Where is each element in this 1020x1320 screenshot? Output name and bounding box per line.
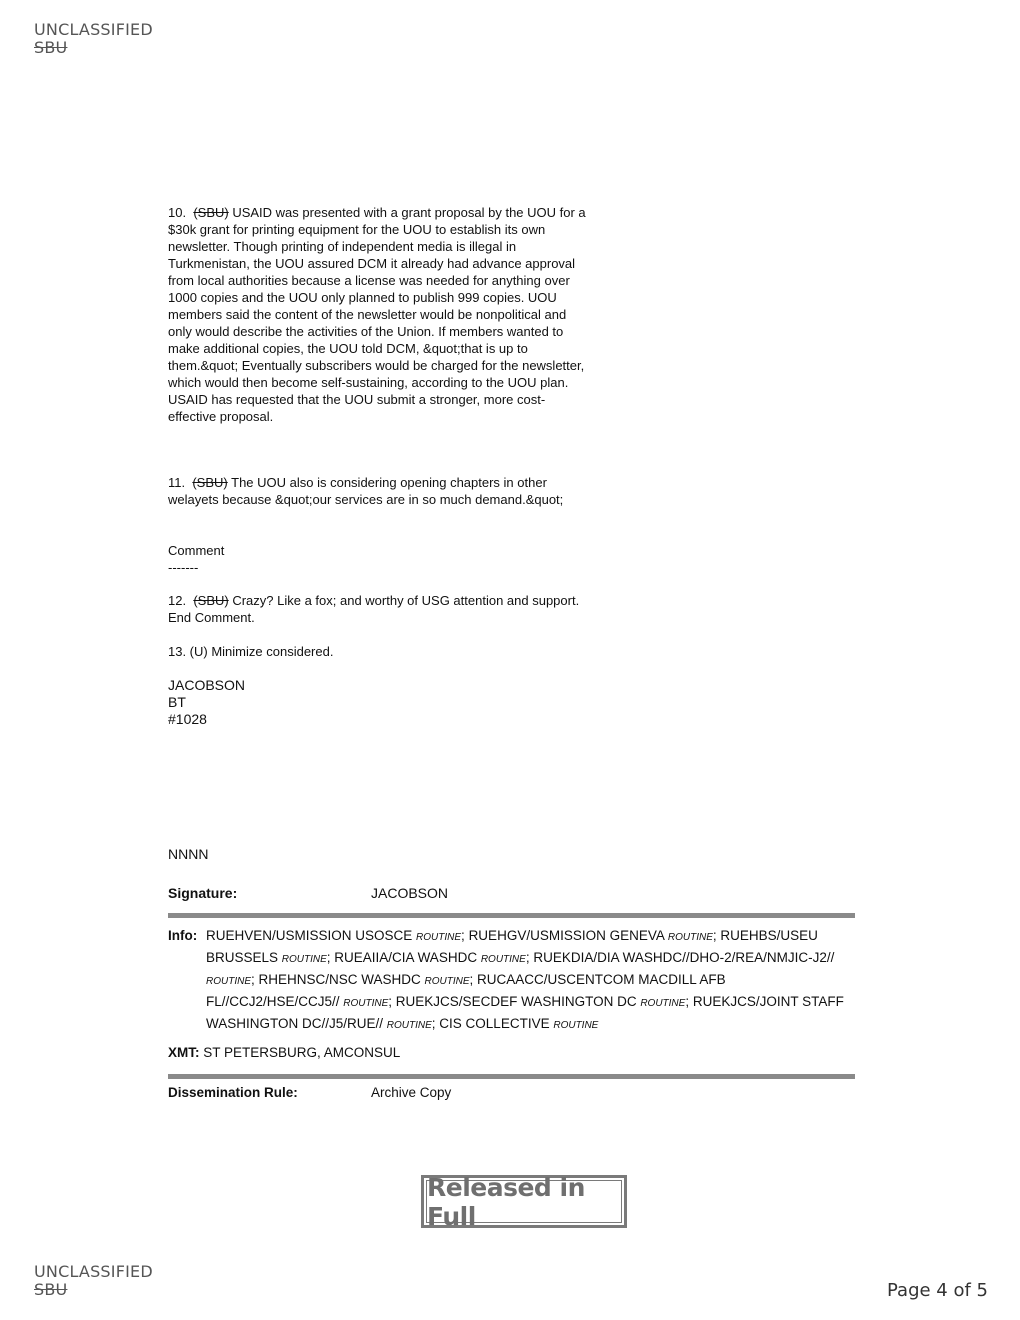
info-addressee: CIS COLLECTIVE xyxy=(439,1016,554,1031)
info-addressee: RUEKJCS/JOINT STAFF WASHINGTON DC//J5/RUE// xyxy=(206,994,844,1031)
dissemination-value: Archive Copy xyxy=(371,1085,452,1100)
precedence-label: ROUTINE xyxy=(667,932,713,943)
footer-classification-mark xyxy=(34,1263,153,1299)
info-addressee: RUEHGV/USMISSION GENEVA xyxy=(468,928,668,943)
comment-underline: ------- xyxy=(168,560,199,575)
info-block xyxy=(168,926,858,1036)
paragraph-text: Crazy? Like a fox; and worthy of USG attention and support. End Comment. xyxy=(168,593,580,625)
precedence-label: ROUTINE xyxy=(386,1020,432,1031)
info-addressee: RUEKJCS/SECDEF WASHINGTON DC xyxy=(395,994,641,1009)
xmt-row xyxy=(168,1045,400,1060)
info-addressee: RUEHVEN/USMISSION USOSCE xyxy=(206,928,417,943)
paragraph-10 xyxy=(168,204,588,425)
divider xyxy=(168,913,855,918)
header-classification: UNCLASSIFIED xyxy=(34,20,153,39)
comment-heading xyxy=(168,542,588,576)
signature-label: Signature: xyxy=(168,885,238,901)
strike-mark: (SBU) xyxy=(192,475,228,490)
info-addressee: RUCAACC/USCENTCOM MACDILL AFB FL//CCJ2/HSE/CCJ5// xyxy=(206,972,726,1009)
header-classification-mark xyxy=(34,21,153,57)
strike-mark: (SBU) xyxy=(193,593,229,608)
end-marker: NNNN xyxy=(168,846,209,862)
paragraph-number: 12. xyxy=(168,593,187,608)
divider xyxy=(168,1074,855,1079)
precedence-label: ROUTINE xyxy=(416,932,462,943)
precedence-label: ROUTINE xyxy=(343,998,389,1009)
info-addressee: RUEHBS/USEU BRUSSELS xyxy=(206,928,818,965)
paragraph-number: 11. xyxy=(168,475,186,490)
info-addressees: RUEHVEN/USMISSION USOSCE ROUTINE; RUEHGV/USMISSION GENEVA ROUTINE; RUEHBS/USEU BRUSSELS ROUTINE; RUEAIIA/CIA WASHDC ROUTINE; RUEKDIA/DIA WASHDC//DHO-2/REA/NMJIC-J2// ROUTINE; RHEHNSC/NSC WASHDC ROUTINE; RUCAACC/USCENTCOM MACDILL AFB FL//CCJ2/HSE/CCJ5// ROUTINE; RUEKJCS/SECDEF WASHINGTON DC ROUTINE; RUEKJCS/JOINT STAFF WASHINGTON DC//J5/RUE// ROUTINE; CIS COLLECTIVE ROUTINE xyxy=(206,928,844,1031)
paragraph-11 xyxy=(168,474,588,508)
info-addressee: RUEAIIA/CIA WASHDC xyxy=(334,950,481,965)
comment-title: Comment xyxy=(168,543,225,558)
dissemination-label: Dissemination Rule: xyxy=(168,1085,298,1100)
footer-classification: UNCLASSIFIED xyxy=(34,1262,153,1281)
paragraph-12 xyxy=(168,592,588,626)
signoff-bt: BT xyxy=(168,694,186,710)
page-number: Page 4 of 5 xyxy=(887,1280,988,1301)
xmt-label: XMT: xyxy=(168,1045,200,1060)
signoff-name: JACOBSON xyxy=(168,677,246,693)
strike-mark: (SBU) xyxy=(193,205,229,220)
signature-value: JACOBSON xyxy=(371,885,449,901)
precedence-label: ROUTINE xyxy=(480,954,526,965)
paragraph-text: The UOU also is considering opening chapters in other welayets because &quot;our services are in so much demand.&quot; xyxy=(168,475,564,507)
paragraph-text: USAID was presented with a grant proposal by the UOU for a $30k grant for printing equipment for the UOU to establish its own newsletter. Though printing of independent media is illegal in Turkmenistan, the UOU assured DCM it already had advance approval from local authorities because a license was needed for anything over 1000 copies and the UOU only planned to publish 999 copies. UOU members said the content of the newsletter would be nonpolitical and only would describe the activities of the Union. If members wanted to make additional copies, the UOU told DCM, &quot;that is up to them.&quot; Eventually subscribers would be charged for the newsletter, which would then become self-sustaining, according to the UOU plan. USAID has requested that the UOU submit a stronger, more cost-effective proposal. xyxy=(168,205,586,424)
xmt-value: ST PETERSBURG, AMCONSUL xyxy=(203,1045,401,1060)
header-sbu-mark: SBU xyxy=(34,38,68,57)
info-addressee: RHEHNSC/NSC WASHDC xyxy=(258,972,425,987)
precedence-label: ROUTINE xyxy=(424,976,470,987)
release-stamp xyxy=(421,1172,627,1231)
release-stamp-text: Released in Full xyxy=(426,1180,622,1223)
info-addressee: RUEKDIA/DIA WASHDC//DHO-2/REA/NMJIC-J2// xyxy=(533,950,835,965)
precedence-label: ROUTINE xyxy=(640,998,686,1009)
precedence-label: ROUTINE xyxy=(281,954,327,965)
paragraph-13: 13. (U) Minimize considered. xyxy=(168,644,334,659)
footer-sbu-mark: SBU xyxy=(34,1280,68,1299)
precedence-label: ROUTINE xyxy=(206,976,251,987)
signoff-block xyxy=(168,677,588,728)
paragraph-number: 10. xyxy=(168,205,187,220)
signature-row xyxy=(168,885,448,901)
signoff-number: #1028 xyxy=(168,711,207,727)
info-label: Info: xyxy=(168,928,198,943)
dissemination-row xyxy=(168,1085,451,1100)
precedence-label: ROUTINE xyxy=(553,1020,599,1031)
